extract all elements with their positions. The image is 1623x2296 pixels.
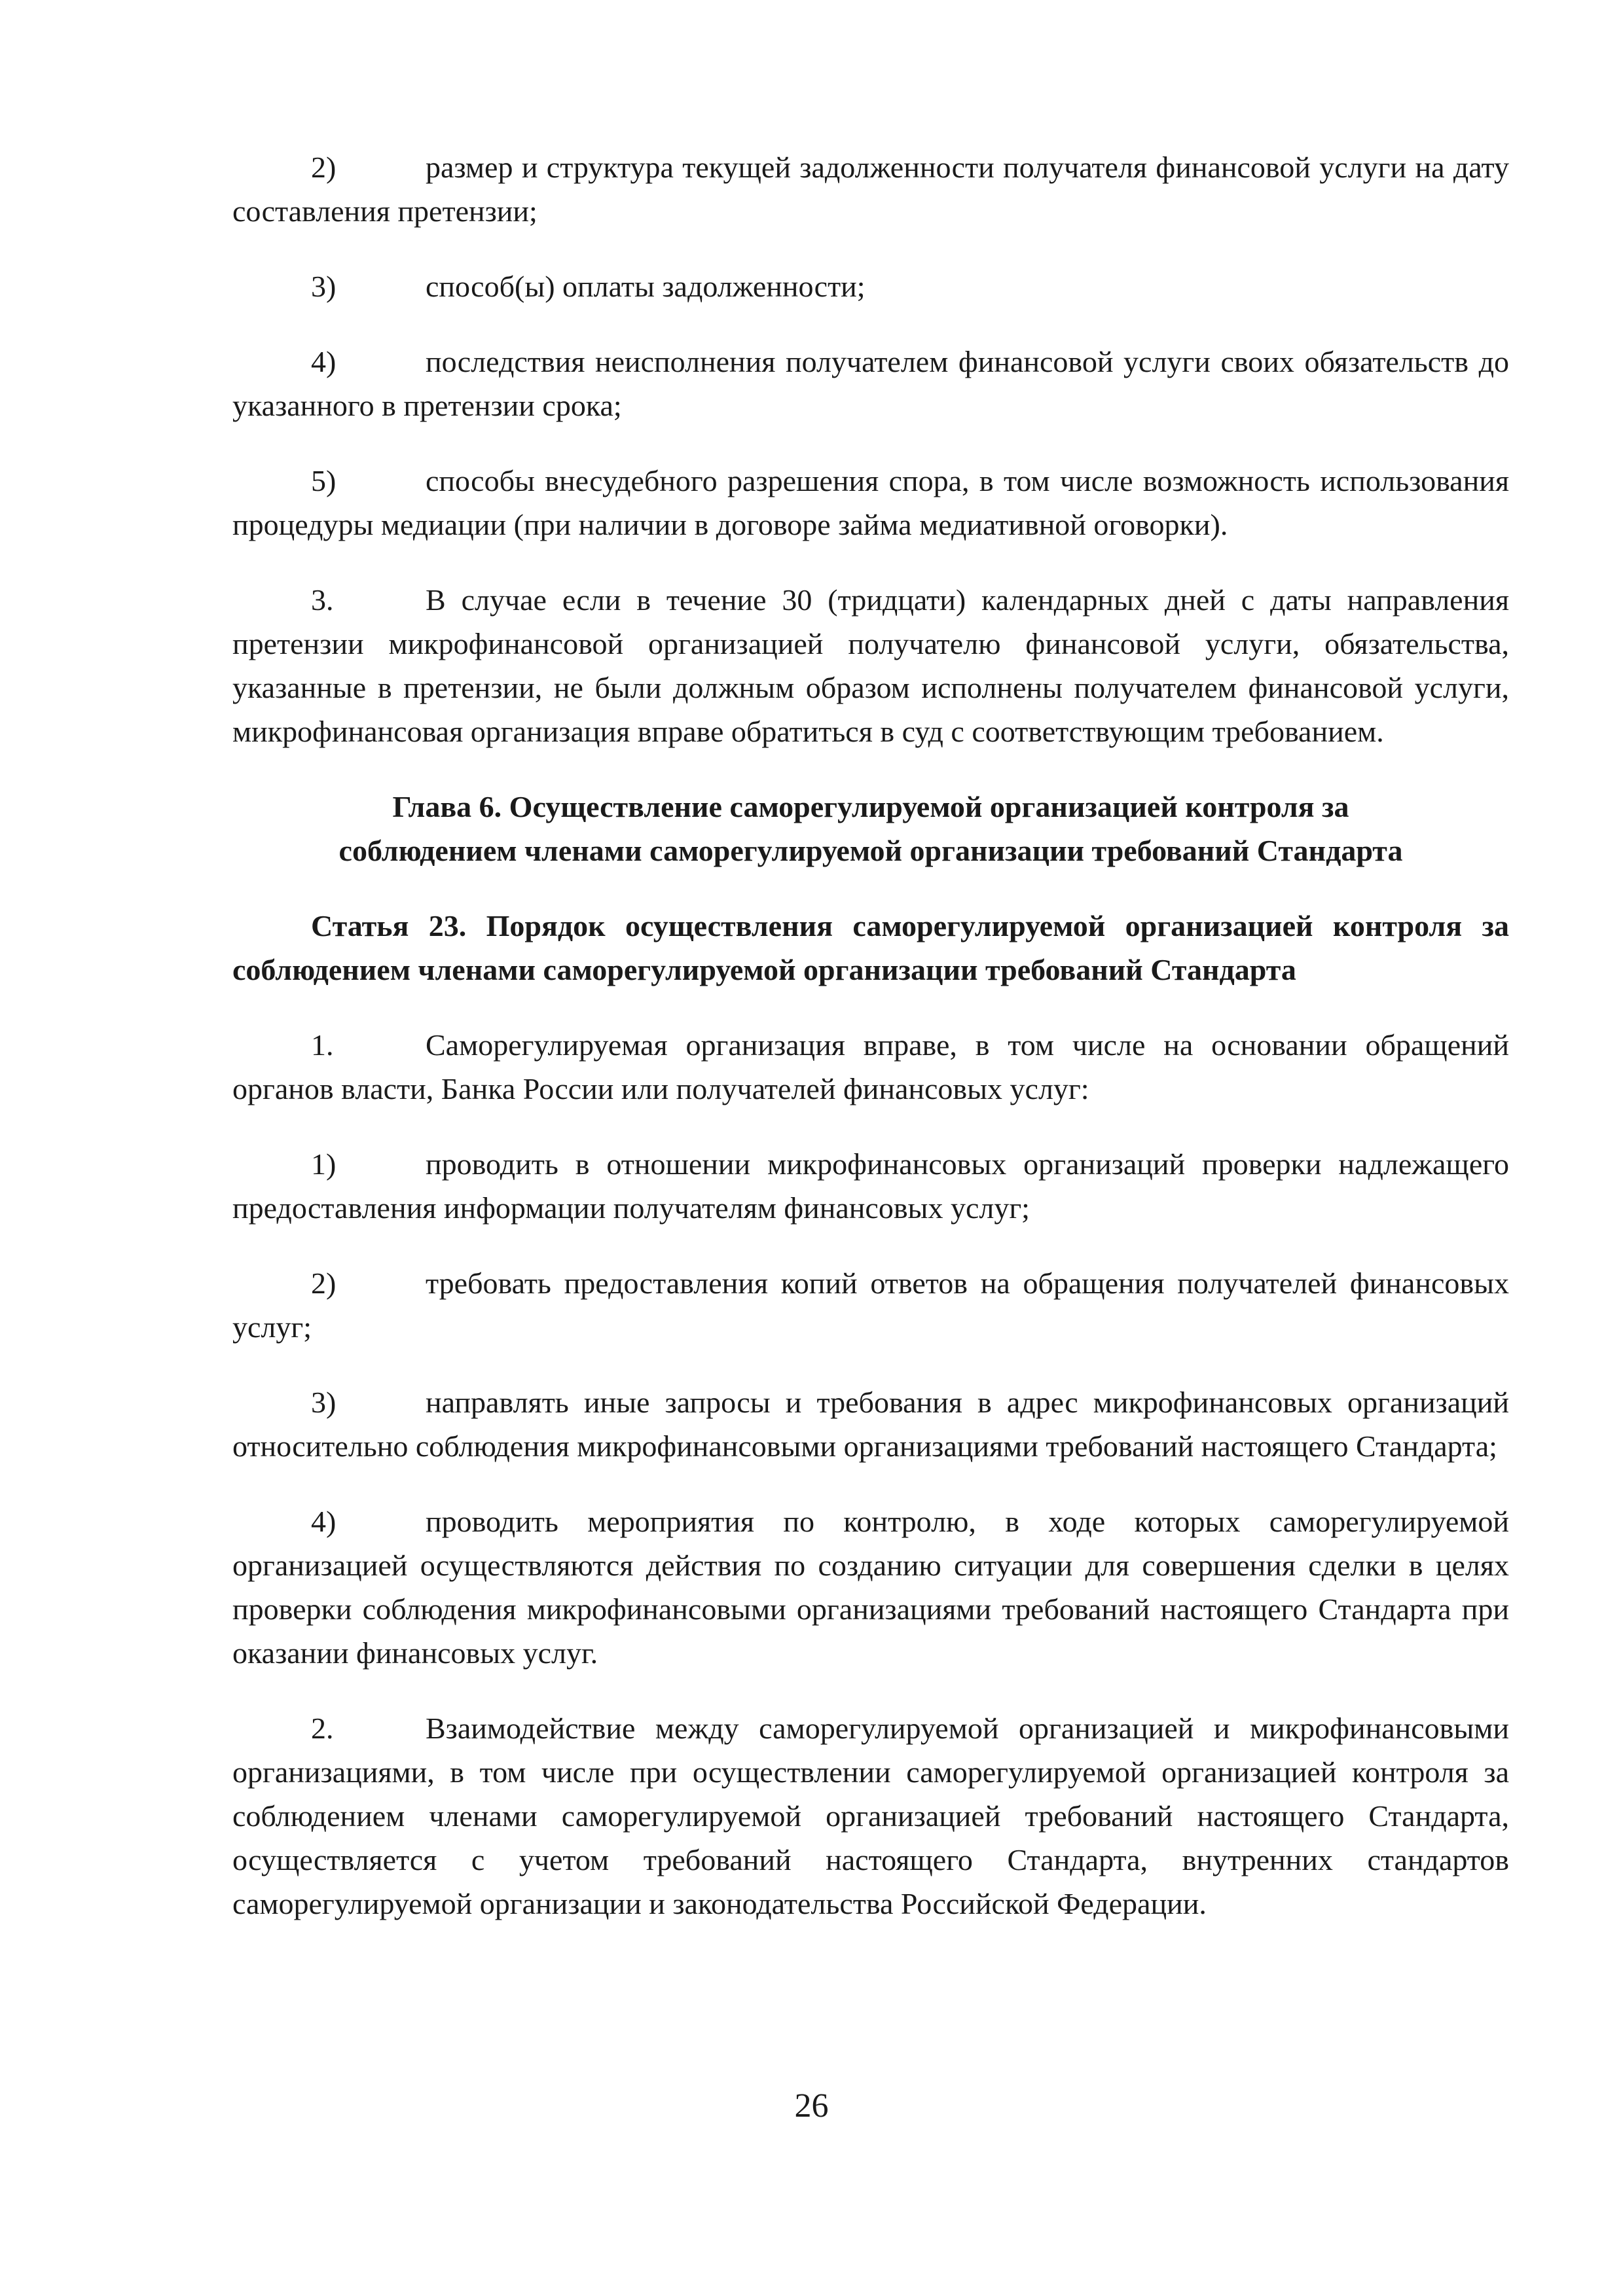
- paragraph-4-consequences: [232, 340, 1509, 427]
- chapter-heading-line-2: соблюдением членами саморегулируемой организации требований Стандарта: [338, 834, 1403, 867]
- item-number: 2.: [311, 1712, 334, 1745]
- item-number: 2): [311, 1266, 337, 1300]
- paragraph-5-dispute-resolution: [232, 459, 1509, 547]
- item-text: Саморегулируемая организация вправе, в том числе на основании обращений органов власти, Банка России или получателей финансовых услуг:: [232, 1028, 1509, 1105]
- item-number: 3.: [311, 583, 334, 617]
- item-text: Взаимодействие между саморегулируемой организацией и микрофинансовыми организациями, в том числе при осуществлении саморегулируемой организацией контроля за соблюдением членами саморегулируемой организацией требований настоящего Стандарта, осуществляется с учетом требований настоящего Стандарта, внутренних стандартов саморегулируемой организации и законодательства Российской Федерации.: [232, 1712, 1509, 1920]
- paragraph-2-debt-structure: [232, 145, 1509, 233]
- subitem-2-copies: [232, 1261, 1509, 1349]
- item-text: проводить мероприятия по контролю, в ходе которых саморегулируемой организацией осуществляются действия по созданию ситуации для совершения сделки в целях проверки соблюдения микрофинансовыми организациями требований настоящего Стандарта при оказании финансовых услуг.: [232, 1505, 1509, 1670]
- chapter-heading-line-1: Глава 6. Осуществление саморегулируемой организацией контроля за: [392, 790, 1349, 823]
- item-text: направлять иные запросы и требования в адрес микрофинансовых организаций относительно соблюдения микрофинансовыми организациями требований настоящего Стандарта;: [232, 1386, 1509, 1463]
- item-number: 3): [311, 270, 337, 303]
- document-page: [232, 145, 1509, 1957]
- item-text: размер и структура текущей задолженности получателя финансовой услуги на дату составления претензии;: [232, 151, 1509, 228]
- clause-1-rights: [232, 1023, 1509, 1111]
- clause-3-court: [232, 578, 1509, 753]
- item-number: 3): [311, 1386, 337, 1419]
- subitem-1-inspections: [232, 1142, 1509, 1230]
- item-number: 5): [311, 464, 337, 497]
- item-number: 4): [311, 345, 337, 378]
- item-text: В случае если в течение 30 (тридцати) календарных дней с даты направления претензии микрофинансовой организацией получателю финансовой услуги, обязательства, указанные в претензии, не были должным образом исполнены получателем финансовой услуги, микрофинансовая организация вправе обратиться в суд с соответствующим требованием.: [232, 583, 1509, 748]
- item-text: способ(ы) оплаты задолженности;: [426, 270, 866, 303]
- chapter-heading: [232, 785, 1509, 872]
- item-text: способы внесудебного разрешения спора, в том числе возможность использования процедуры медиации (при наличии в договоре займа медиативной оговорки).: [232, 464, 1509, 541]
- subitem-3-requests: [232, 1380, 1509, 1468]
- paragraph-3-payment-method: [232, 264, 1509, 308]
- item-number: 2): [311, 151, 337, 184]
- subitem-4-control-measures: [232, 1499, 1509, 1675]
- clause-2-interaction: [232, 1706, 1509, 1926]
- article-heading: Статья 23. Порядок осуществления саморегулируемой организацией контроля за соблюдением членами саморегулируемой организации требований Стандарта: [232, 909, 1509, 986]
- page-number: 26: [794, 2087, 829, 2125]
- item-number: 1): [311, 1147, 337, 1181]
- item-number: 4): [311, 1505, 337, 1538]
- item-number: 1.: [311, 1028, 334, 1062]
- item-text: требовать предоставления копий ответов на обращения получателей финансовых услуг;: [232, 1266, 1509, 1344]
- item-text: проводить в отношении микрофинансовых организаций проверки надлежащего предоставления информации получателям финансовых услуг;: [232, 1147, 1509, 1225]
- item-text: последствия неисполнения получателем финансовой услуги своих обязательств до указанного в претензии срока;: [232, 345, 1509, 422]
